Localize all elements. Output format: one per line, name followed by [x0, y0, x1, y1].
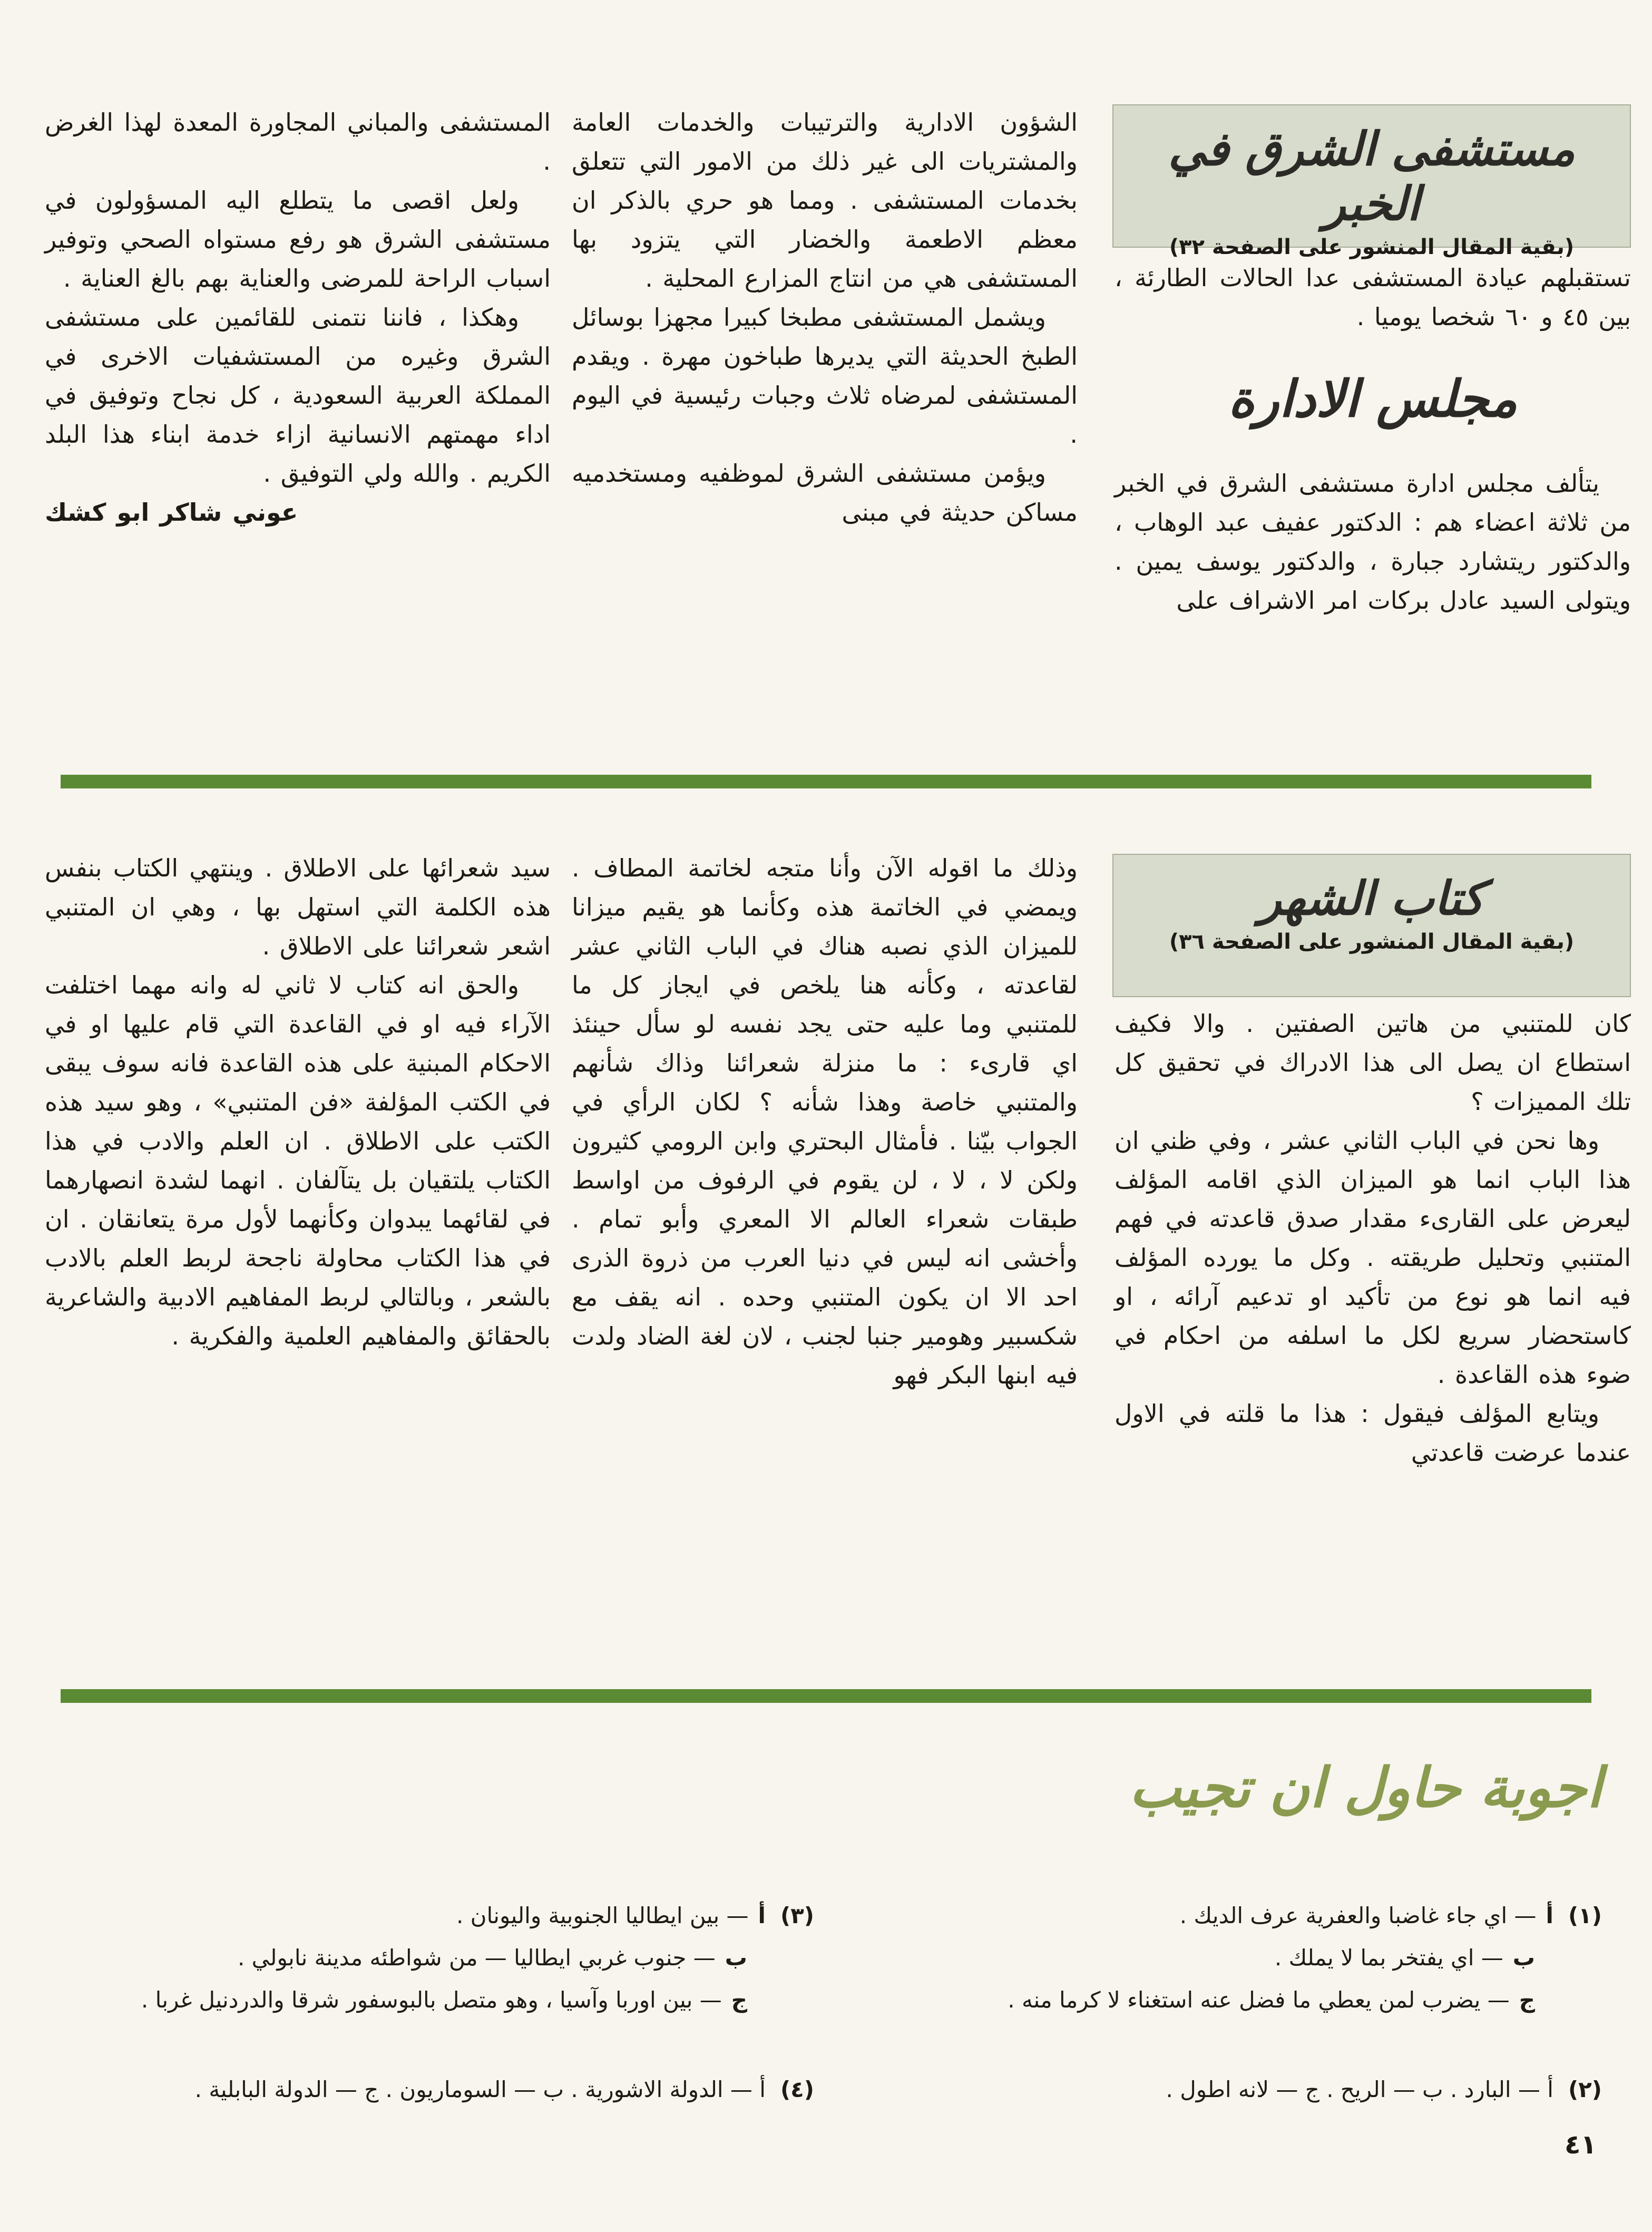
answer-text: — بين ايطاليا الجنوبية واليونان .	[456, 1903, 749, 1928]
answer-letter: ب	[1512, 1945, 1535, 1971]
paragraph: والحق انه كتاب لا ثاني له وانه مهما اختلفت الآراء فيه او في القاعدة التي قام عليها او في الاحكام المبنية على هذه القاعدة فانه سوف يبقى في الكتب المؤلفة «فن المتنبي» ، وهو سيد هذه الكتب على الاطلاق . ان العلم والادب في هذا الكتاب يلتقيان بل يتآلفان . انهما لشدة انصهارهما في لقائهما يبدوان وكأنهما لأول مرة يتعانقان . ان في هذا الكتاب محاولة ناجحة لربط العلم بالادب بالشعر ، وبالتالي لربط المفاهيم الادبية والشاعرية بالحقائق والمفاهيم العلمية والفكرية .	[45, 971, 551, 1350]
section1-col-left	[45, 103, 551, 532]
board-subheading: مجلس الادارة	[1228, 369, 1518, 428]
answer-text: — اي يفتخر بما لا يملك .	[1274, 1945, 1503, 1971]
section-divider-bar	[61, 775, 1591, 788]
answer-1-b	[1275, 1937, 1535, 1979]
answer-text: أ — البارد . ب — الريح . ج — لانه اطول .	[1166, 2077, 1553, 2102]
answer-number: (٣)	[780, 1903, 814, 1928]
answer-text: — جنوب غربي ايطاليا — من شواطئه مدينة نابولي .	[237, 1945, 716, 1971]
book-heading-subtitle: (بقية المقال المنشور على الصفحة ٣٦)	[1169, 930, 1575, 954]
hospital-heading-title: مستشفى الشرق في الخبر	[1168, 121, 1575, 231]
answer-letter: ب	[725, 1945, 747, 1971]
answer-letter: ج	[1519, 1987, 1535, 2013]
section-divider-bar	[61, 1689, 1591, 1703]
paragraph: المستشفى والمباني المجاورة المعدة لهذا الغرض .	[45, 108, 551, 176]
paragraph: ويؤمن مستشفى الشرق لموظفيه ومستخدميه مساكن حديثة في مبنى	[572, 459, 1078, 527]
answers-title: اجوبة حاول ان تجيب	[1129, 1755, 1602, 1820]
answer-1	[1180, 1895, 1602, 1937]
section2-col-middle	[572, 849, 1078, 1395]
answer-3-c	[141, 1979, 747, 2021]
hospital-heading-subtitle: (بقية المقال المنشور على الصفحة ٣٢)	[1169, 235, 1575, 259]
page-number: ٤١	[1564, 2129, 1597, 2160]
answer-text: — يضرب لمن يعطي ما فضل عنه استغناء لا كرما منه .	[1008, 1987, 1510, 2013]
author-signature: عوني شاكر ابو كشك	[45, 498, 298, 527]
answer-number: (٢)	[1568, 2077, 1602, 2102]
paragraph: ويشمل المستشفى مطبخا كبيرا مجهزا بوسائل الطبخ الحديثة التي يديرها طباخون مهرة . ويقدم المستشفى لمرضاه ثلاث وجبات رئيسية في اليوم .	[572, 303, 1078, 449]
answer-letter: ج	[731, 1987, 747, 2013]
answer-3	[456, 1895, 814, 1937]
hospital-heading-box	[1112, 104, 1631, 259]
section1-col-middle	[572, 103, 1078, 532]
paragraph: يتألف مجلس ادارة مستشفى الشرق في الخبر من ثلاثة اعضاء هم : الدكتور عفيف عبد الوهاب ، والدكتور ريتشارد جبارة ، والدكتور يوسف يمين . ويتولى السيد عادل بركات امر الاشراف على	[1115, 469, 1631, 615]
paragraph: وها نحن في الباب الثاني عشر ، وفي ظني ان هذا الباب انما هو الميزان الذي اقامه المؤلف ليعرض على القارىء مقدار صدق قاعدته في فهم المتنبي وتحليل طريقته . وكل ما يورده المؤلف فيه انما هو نوع من تأكيد او تدعيم آرائه ، او كاستحضار سريع لكل ما اسلفه من احكام في ضوء هذه القاعدة .	[1115, 1126, 1631, 1389]
answer-1-c	[1008, 1979, 1535, 2021]
paragraph: ويتابع المؤلف فيقول : هذا ما قلته في الاول عندما عرضت قاعدتي	[1115, 1399, 1631, 1467]
answer-3-b	[238, 1937, 747, 1979]
paragraph: سيد شعرائها على الاطلاق . وينتهي الكتاب بنفس هذه الكلمة التي استهل بها ، وهي ان المتنبي اشعر شعرائنا على الاطلاق .	[45, 854, 551, 960]
paragraph: كان للمتنبي من هاتين الصفتين . والا فكيف استطاع ان يصل الى هذا الادراك في تحقيق كل تلك المميزات ؟	[1115, 1009, 1631, 1116]
answer-text: — اي جاء غاضبا والعفرية عرف الديك .	[1179, 1903, 1537, 1928]
section2-col-right	[1115, 1004, 1631, 1472]
book-heading-title: كتاب الشهر	[1259, 871, 1484, 925]
paragraph: وذلك ما اقوله الآن وأنا متجه لخاتمة المطاف . ويمضي في الخاتمة هذه وكأنما هو يقيم ميزانا للميزان الذي نصبه هناك في الباب الثاني عشر لقاعدته ، وكأنه هنا يلخص في ايجاز كل ما للمتنبي وما عليه حتى يجد نفسه لو سأل حينئذ اي قارىء : ما منزلة شعرائنا وذاك شأنهم والمتنبي خاصة وهذا شأنه ؟ لكان الرأي في الجواب بيّنا . فأمثال البحتري وابن الرومي كثيرون ولكن لا ، لا ، لن يقوم في الرفوف من اواسط طبقات شعراء العالم الا المعري وأبو تمام . وأخشى انه ليس في دنيا العرب من ذروة الذرى احد الا ان يكون المتنبي وحده . انه يقف مع شكسبير وهومير جنبا لجنب ، لان لغة الضاد ولدت فيه ابنها البكر فهو	[572, 854, 1078, 1389]
answer-letter: أ	[758, 1903, 766, 1928]
answer-2	[1166, 2069, 1602, 2111]
answer-number: (٤)	[780, 2077, 814, 2102]
answer-letter: أ	[1546, 1903, 1553, 1928]
section2-col-left	[45, 849, 551, 1356]
section1-col-right-intro	[1115, 258, 1631, 336]
answer-text: أ — الدولة الاشورية . ب — السوماريون . ج — الدولة البابلية .	[194, 2077, 766, 2102]
paragraph: الشؤون الادارية والترتيبات والخدمات العامة والمشتريات الى غير ذلك من الامور التي تتعلق بخدمات المستشفى . ومما هو حري بالذكر ان معظم الاطعمة والخضار التي يتزود بها المستشفى هي من انتاج المزارع المحلية .	[572, 108, 1078, 293]
answer-text: — بين اوربا وآسيا ، وهو متصل بالبوسفور شرقا والدردنيل غربا .	[141, 1987, 722, 2013]
paragraph: ولعل اقصى ما يتطلع اليه المسؤولون في مستشفى الشرق هو رفع مستواه الصحي وتوفير اسباب الراحة للمرضى والعناية بهم بالغ العناية .	[45, 186, 551, 293]
answer-number: (١)	[1568, 1903, 1602, 1928]
book-heading-box	[1112, 854, 1631, 997]
paragraph: وهكذا ، فاننا نتمنى للقائمين على مستشفى الشرق وغيره من المستشفيات الاخرى في المملكة العربية السعودية ، كل نجاح وتوفيق في اداء مهمتهم الانسانية ازاء خدمة ابناء هذا البلد الكريم . والله ولي التوفيق .	[45, 303, 551, 488]
answer-4	[195, 2069, 814, 2111]
paragraph: تستقبلهم عيادة المستشفى عدا الحالات الطارئة ، بين ٤٥ و ٦٠ شخصا يوميا .	[1115, 264, 1631, 331]
section1-col-right	[1115, 464, 1631, 620]
